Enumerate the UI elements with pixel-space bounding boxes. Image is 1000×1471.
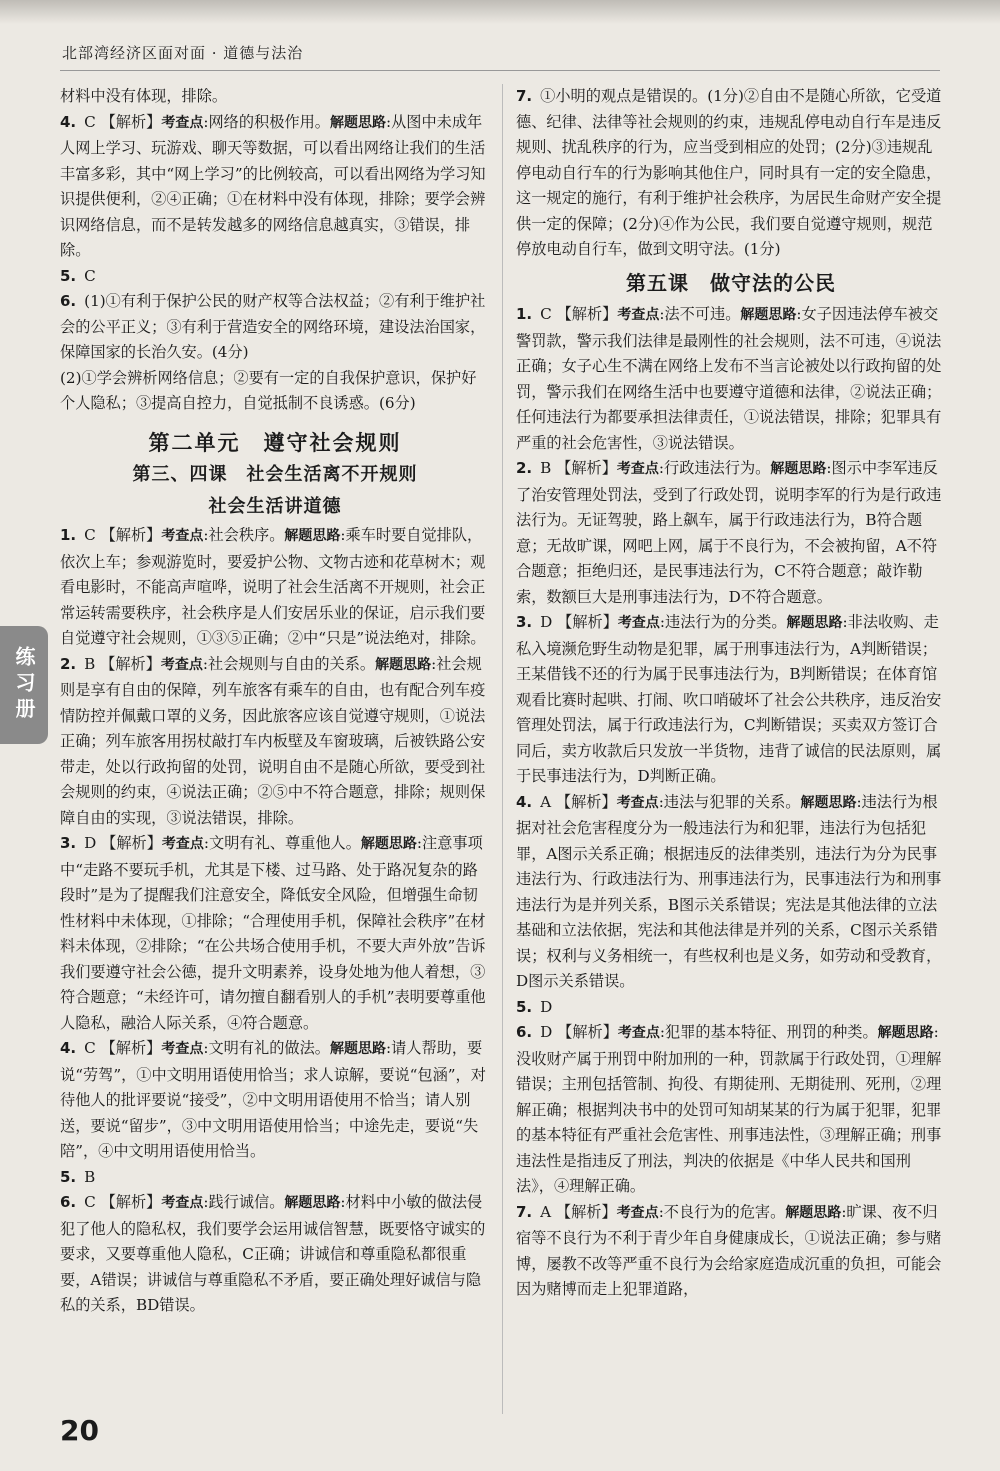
lesson-heading: 第三、四课 社会生活离不开规则 (132, 464, 418, 485)
item-text: :网络的积极作用。 (203, 112, 330, 131)
item-answer: D 【解析】 (540, 1023, 618, 1041)
label-kaochadian: 考查点 (616, 794, 659, 811)
label-jieti: 解题思路 (740, 307, 797, 323)
answer-item (516, 302, 946, 456)
top-shadow-band (0, 0, 1000, 24)
label-jieti: 解题思路 (770, 461, 827, 477)
item-number: 5. (60, 266, 77, 285)
label-kaochadian: 考查点 (161, 836, 204, 852)
item-text: (1)①有利于保护公民的财产权等合法权益；②有利于维护社会的公平正义；③有利于营造安全的网络环境，建设法治国家，保障国家的长治久安。(4分) (60, 292, 486, 361)
label-kaochadian: 考查点 (616, 461, 659, 477)
item-text: :法不可违。 (659, 305, 741, 323)
item-number: 2. (60, 654, 77, 673)
item-number: 6. (60, 292, 77, 310)
label-jieti: 解题思路 (375, 656, 432, 673)
item-text: :请人帮助，要说“劳驾”，①中文明用语使用恰当；求人谅解，要说“包涵”，对待他人的批评要说“接受”，②中文明用语使用不恰当；请人别送，要说“留步”，③中文明用语使用恰当；中途先走，要说“失陪”，④中文明用语使用恰当。 (60, 1039, 486, 1160)
item-number: 7. (516, 87, 533, 105)
item-text: :行政违法行为。 (658, 459, 771, 477)
answer-item (516, 1020, 946, 1200)
side-tab-exercise-book: 练习册 (0, 626, 48, 744)
answer-item (60, 831, 490, 1036)
continued-text: 材料中没有体现，排除。 (60, 87, 228, 105)
unit-heading: 第二单元 遵守社会规则 (148, 430, 402, 455)
item-answer: A 【解析】 (540, 792, 617, 811)
item-text: :违法行为的分类。 (659, 613, 787, 631)
item-text: :女子因违法停车被交警罚款，警示我们法律是最刚性的社会规则，法不可违，④说法正确；女子心生不满在网络上发布不当言论被处以行政拘留的处罚，警示我们在网络生活中也要遵守道德和法律，②说法正确；任何违法行为都要承担法律责任，①说法错误，排除；犯罪具有严重的社会危害性，③说法错误。 (516, 305, 942, 452)
answer-item (516, 84, 946, 263)
answer-item (60, 110, 490, 264)
left-column (60, 84, 490, 1319)
item-answer: D 【解析】 (84, 834, 162, 852)
item-text: :非法收购、走私入境濒危野生动物是犯罪，属于刑事违法行为，A判断错误；王某借钱不还的行为属于民事违法行为，B判断错误；在体育馆观看比赛时起哄、打闹、吹口哨破坏了社会公共秩序，违反治安管理处罚法，属于行政违法行为，C判断错误；买卖双方签订合同后，卖方收款后只发放一半货物，违背了诚信的民法原则，属于民事违法行为，D判断正确。 (516, 613, 942, 785)
item-number: 7. (516, 1202, 533, 1221)
item-number: 2. (516, 459, 533, 477)
label-kaochadian: 考查点 (160, 656, 203, 673)
item-answer: B 【解析】 (540, 459, 617, 477)
label-jieti: 解题思路 (284, 1195, 341, 1211)
item-text: ①小明的观点是错误的。(1分)②自由不是随心所欲，它受道德、纪律、法律等社会规则的约束，违规乱停电动自行车是违反规则、扰乱秩序的行为，应当受到相应的处罚；(2分)③违规乱停电动自行车的行为影响其他住户，同时具有一定的安全隐患，这一规定的施行，有利于维护社会秩序，为居民生命财产安全提供一定的保障；(2分)④作为公民，我们要自觉遵守规则，规范停放电动自行车，做到文明守法。(1分) (516, 87, 942, 258)
item-answer: D (540, 997, 553, 1016)
item-answer: C 【解析】 (84, 526, 162, 544)
item-answer: C 【解析】 (84, 112, 162, 131)
item-text: :社会规则与自由的关系。 (202, 654, 376, 673)
answer-item (60, 652, 490, 832)
item-answer: A 【解析】 (540, 1202, 617, 1221)
item-text: :违法行为根据对社会危害程度分为一般违法行为和犯罪，违法行为包括犯罪，A图示关系正确；根据违反的法律类别，违法行为分为民事违法行为、行政违法行为、刑事违法行为，民事违法行为和刑事违法行为是并列关系，B图示关系错误；宪法是其他法律的立法基础和立法依据，宪法和其他法律是并列的关系，C图示关系错误；权利与义务相统一，有些权利也是义务，如劳动和受教育，D图示关系错误。 (516, 792, 942, 990)
item-number: 1. (60, 526, 77, 544)
page-header: 北部湾经济区面对面 · 道德与法治 (62, 44, 304, 62)
item-answer: C (84, 266, 96, 285)
item-number: 6. (516, 1023, 533, 1041)
item-number: 3. (60, 834, 77, 852)
item-text: (2)①学会辨析网络信息；②要有一定的自我保护意识，保护好个人隐私；③提高自控力，自觉抵制不良诱惑。(6分) (60, 368, 477, 412)
label-jieti: 解题思路 (284, 528, 341, 544)
answer-item (60, 289, 490, 366)
header-rule (60, 70, 940, 71)
column-divider (502, 84, 503, 1414)
item-answer: C 【解析】 (84, 1193, 162, 1211)
item-number: 3. (516, 613, 533, 631)
item-text: :违法与犯罪的关系。 (658, 792, 801, 811)
label-jieti: 解题思路 (360, 836, 417, 852)
item-answer: D 【解析】 (540, 613, 618, 631)
item-text: :犯罪的基本特征、刑罚的种类。 (659, 1023, 878, 1041)
item-number: 4. (60, 1039, 77, 1057)
answer-item (60, 264, 490, 290)
item-text: :乘车时要自觉排队，依次上车；参观游览时，要爱护公物、文物古迹和花草树木；观看电影时，不能高声喧哗，说明了社会生活离不开规则，社会正常运转需要秩序，社会秩序是人们安居乐业的保证，启示我们要自觉遵守社会规则，①③⑤正确；②中“只是”说法绝对，排除。 (60, 526, 486, 647)
label-kaochadian: 考查点 (617, 1025, 660, 1041)
label-kaochadian: 考查点 (161, 114, 204, 131)
label-jieti: 解题思路 (786, 615, 843, 631)
answer-item (516, 1200, 946, 1303)
item-number: 6. (60, 1193, 77, 1211)
page-number: 20 (60, 1414, 99, 1447)
label-jieti: 解题思路 (877, 1025, 934, 1041)
item-number: 4. (60, 112, 77, 131)
item-answer: C 【解析】 (540, 305, 618, 323)
item-text: :没收财产属于刑罚中附加刑的一种，罚款属于行政处罚，①理解错误；主刑包括管制、拘役、有期徒刑、无期徒刑、死刑，②理解正确；根据判决书中的处罚可知胡某某的行为属于犯罪，犯罪的基本特征有严重社会危害性、刑事违法性，③理解正确；刑事违法性是指违反了刑法，判决的依据是《中华人民共和国刑法》，④理解正确。 (516, 1023, 942, 1195)
item-number: 5. (60, 1167, 77, 1186)
answer-item (516, 610, 946, 790)
lesson-heading: 第五课 做守法的公民 (626, 270, 836, 295)
label-jieti: 解题思路 (785, 1204, 842, 1221)
item-answer: B (84, 1167, 96, 1186)
label-jieti: 解题思路 (800, 794, 857, 811)
item-text: :旷课、夜不归宿等不良行为不利于青少年自身健康成长，①说法正确；参与赌博，屡教不改等严重不良行为会给家庭造成沉重的负担，可能会因为赌博而走上犯罪道路， (516, 1202, 942, 1298)
answer-item (516, 995, 946, 1021)
answer-item (60, 1165, 490, 1191)
answer-item (516, 456, 946, 610)
lesson-heading: 社会生活讲道德 (208, 495, 342, 517)
label-kaochadian: 考查点 (617, 307, 660, 323)
item-number: 1. (516, 305, 533, 323)
item-answer: B 【解析】 (84, 654, 161, 673)
answer-item (60, 1190, 490, 1319)
label-kaochadian: 考查点 (617, 615, 660, 631)
label-kaochadian: 考查点 (161, 528, 204, 544)
item-text: :文明有礼、尊重他人。 (203, 834, 361, 852)
item-text: :社会秩序。 (203, 526, 285, 544)
item-text: :从图中未成年人网上学习、玩游戏、聊天等数据，可以看出网络让我们的生活丰富多彩，其中“网上学习”的比例较高，可以看出网络为学习知识提供便利，②④正确；①在材料中没有体现，排除；要学会辨识网络信息，而不是转发越多的网络信息越真实，③错误，排除。 (60, 112, 486, 259)
answer-item (60, 1036, 490, 1165)
item-text: :践行诚信。 (203, 1193, 285, 1211)
item-text: :社会规则是享有自由的保障，列车旅客有乘车的自由，也有配合列车疫情防控并佩戴口罩的义务，因此旅客应该自觉遵守规则，①说法正确；列车旅客用拐杖敲打车内板壁及车窗玻璃，后被铁路公安带走，处以行政拘留的处罚，说明自由不是随心所欲，要受到社会规则的约束，④说法正确；②⑤中不符合题意，排除；规则保障自由的实现，③说法错误，排除。 (60, 654, 486, 827)
right-column (516, 84, 946, 1303)
label-jieti: 解题思路 (329, 114, 386, 131)
item-number: 4. (516, 792, 533, 811)
item-text: :文明有礼的做法。 (203, 1039, 330, 1057)
item-text: :注意事项中“走路不要玩手机，尤其是下楼、过马路、处于路况复杂的路段时”是为了提醒我们注意安全，降低安全风险，但增强生命韧性材料中未体现，①排除；“合理使用手机，保障社会秩序”在材料未体现，②排除；“在公共场合使用手机，不要大声外放”告诉我们要遵守社会公德，提升文明素养，设身处地为他人着想，③符合题意；“未经许可，请勿擅自翻看别人的手机”表明要尊重他人隐私，融洽人际关系，④符合题意。 (60, 834, 486, 1032)
item-text: :图示中李军违反了治安管理处罚法，受到了行政处罚，说明李军的行为是行政违法行为。无证驾驶，路上飙车，属于行政违法行为，B符合题意；无故旷课，网吧上网，属于不良行为，不会被拘留，A不符合题意；拒绝归还，是民事违法行为，C不符合题意；敲诈勒索，数额巨大是刑事违法行为，D不符合题意。 (516, 459, 942, 606)
label-kaochadian: 考查点 (161, 1195, 204, 1211)
answer-item (516, 790, 946, 995)
answer-item (60, 523, 490, 652)
label-kaochadian: 考查点 (616, 1204, 659, 1221)
item-number: 5. (516, 997, 533, 1016)
item-text: :材料中小敏的做法侵犯了他人的隐私权，我们要学会运用诚信智慧，既要恪守诚实的要求，又要尊重他人隐私，C正确；讲诚信和尊重隐私都很重要，A错误；讲诚信与尊重隐私不矛盾，要正确处理好诚信与隐私的关系，BD错误。 (60, 1193, 486, 1314)
label-kaochadian: 考查点 (161, 1041, 204, 1057)
item-text: :不良行为的危害。 (658, 1202, 786, 1221)
item-answer: C 【解析】 (84, 1039, 162, 1057)
label-jieti: 解题思路 (329, 1041, 386, 1057)
